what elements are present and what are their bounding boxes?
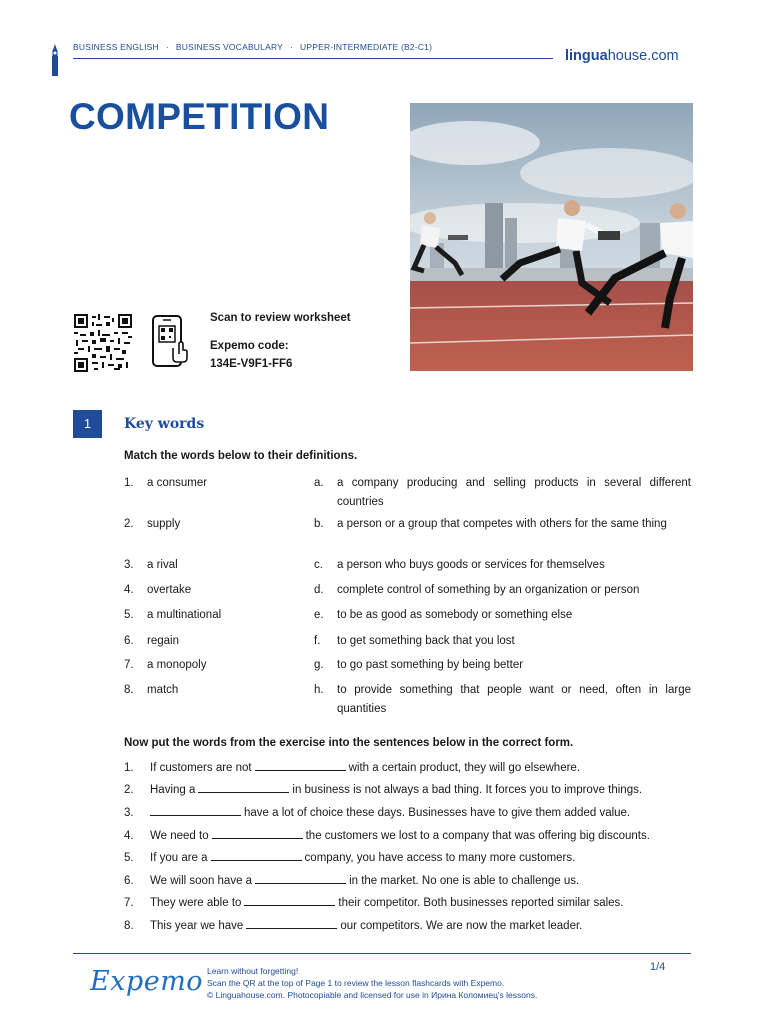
answer-blank[interactable] bbox=[212, 828, 303, 839]
sentence-item: 3. have a lot of choice these days. Businesses have to give them added value. bbox=[124, 807, 631, 819]
answer-blank[interactable] bbox=[255, 873, 346, 884]
sentence-item: 2. Having a in business is not always a bad thing. It forces you to improve things. bbox=[124, 784, 643, 796]
section-number: 1 bbox=[73, 410, 102, 438]
definition-item: b. a person or a group that competes with others for the same thing bbox=[314, 518, 667, 530]
expemo-code: 134E-V9F1-FF6 bbox=[210, 358, 293, 370]
sentence-item: 5. If you are a company, you have access to many more customers. bbox=[124, 852, 576, 864]
sentence-item: 6. We will soon have a in the market. No one is able to challenge us. bbox=[124, 875, 580, 887]
definition-item: c. a person who buys goods or services for themselves bbox=[314, 559, 605, 571]
footer-copyright: © Linguahouse.com. Photocopiable and licensed for use in Ирина Коломиец's lessons. bbox=[207, 990, 538, 1000]
big-ben-icon bbox=[50, 44, 60, 76]
page-title: COMPETITION bbox=[69, 96, 330, 137]
answer-blank[interactable] bbox=[244, 895, 335, 906]
word-item: 3. a rival bbox=[124, 559, 178, 571]
answer-blank[interactable] bbox=[211, 850, 302, 861]
hero-photo bbox=[410, 103, 693, 371]
word-item: 2. supply bbox=[124, 518, 181, 530]
sentence-item: 7. They were able to their competitor. Both businesses reported similar sales. bbox=[124, 897, 624, 909]
breadcrumb-item: UPPER-INTERMEDIATE (B2-C1) bbox=[300, 42, 433, 52]
scan-label: Scan to review worksheet bbox=[210, 312, 351, 324]
section-title: Key words bbox=[124, 416, 205, 432]
breadcrumb-item: BUSINESS ENGLISH bbox=[73, 42, 159, 52]
expemo-code-label: Expemo code: bbox=[210, 340, 289, 352]
breadcrumb-item: BUSINESS VOCABULARY bbox=[175, 42, 284, 52]
word-item: 8. match bbox=[124, 684, 179, 696]
footer-tagline: Learn without forgetting! bbox=[207, 966, 299, 976]
footer-divider bbox=[73, 953, 691, 954]
qr-code[interactable] bbox=[73, 314, 133, 372]
sentence-item: 4. We need to the customers we lost to a company that was offering big discounts. bbox=[124, 830, 650, 842]
word-item: 5. a multinational bbox=[124, 609, 222, 621]
answer-blank[interactable] bbox=[150, 805, 241, 816]
word-item: 7. a monopoly bbox=[124, 659, 207, 671]
expemo-logo[interactable]: Expemo bbox=[90, 966, 204, 997]
answer-blank[interactable] bbox=[246, 918, 337, 929]
definition-item: h. to provide something that people want or need, often in large quantities bbox=[314, 684, 691, 715]
footer-instructions: Scan the QR at the top of Page 1 to review the lesson flashcards with Expemo. bbox=[207, 978, 505, 988]
instruction-fill: Now put the words from the exercise into the sentences below in the correct form. bbox=[124, 737, 574, 749]
definition-item: e. to be as good as somebody or something else bbox=[314, 609, 573, 621]
word-item: 6. regain bbox=[124, 635, 179, 647]
answer-blank[interactable] bbox=[255, 760, 346, 771]
definition-item: d. complete control of something by an organization or person bbox=[314, 584, 640, 596]
phone-scan-icon bbox=[151, 314, 191, 372]
header-divider bbox=[73, 58, 553, 59]
answer-blank[interactable] bbox=[198, 782, 289, 793]
linguahouse-logo[interactable]: linguahouse.com bbox=[565, 48, 679, 64]
word-item: 4. overtake bbox=[124, 584, 192, 596]
breadcrumb: BUSINESS ENGLISH · BUSINESS VOCABULARY · UPPER-INTERMEDIATE (B2-C1) bbox=[73, 42, 433, 52]
page-number: 1/4 bbox=[650, 961, 666, 973]
sentence-item: 1. If customers are not with a certain product, they will go elsewhere. bbox=[124, 762, 581, 774]
definition-item: g. to go past something by being better bbox=[314, 659, 524, 671]
definition-item: f. to get something back that you lost bbox=[314, 635, 515, 647]
definition-item: a. a company producing and selling products in several different countries bbox=[314, 477, 691, 508]
instruction-match: Match the words below to their definitions. bbox=[124, 450, 358, 462]
sentence-item: 8. This year we have our competitors. We are now the market leader. bbox=[124, 920, 583, 932]
word-item: 1. a consumer bbox=[124, 477, 208, 489]
